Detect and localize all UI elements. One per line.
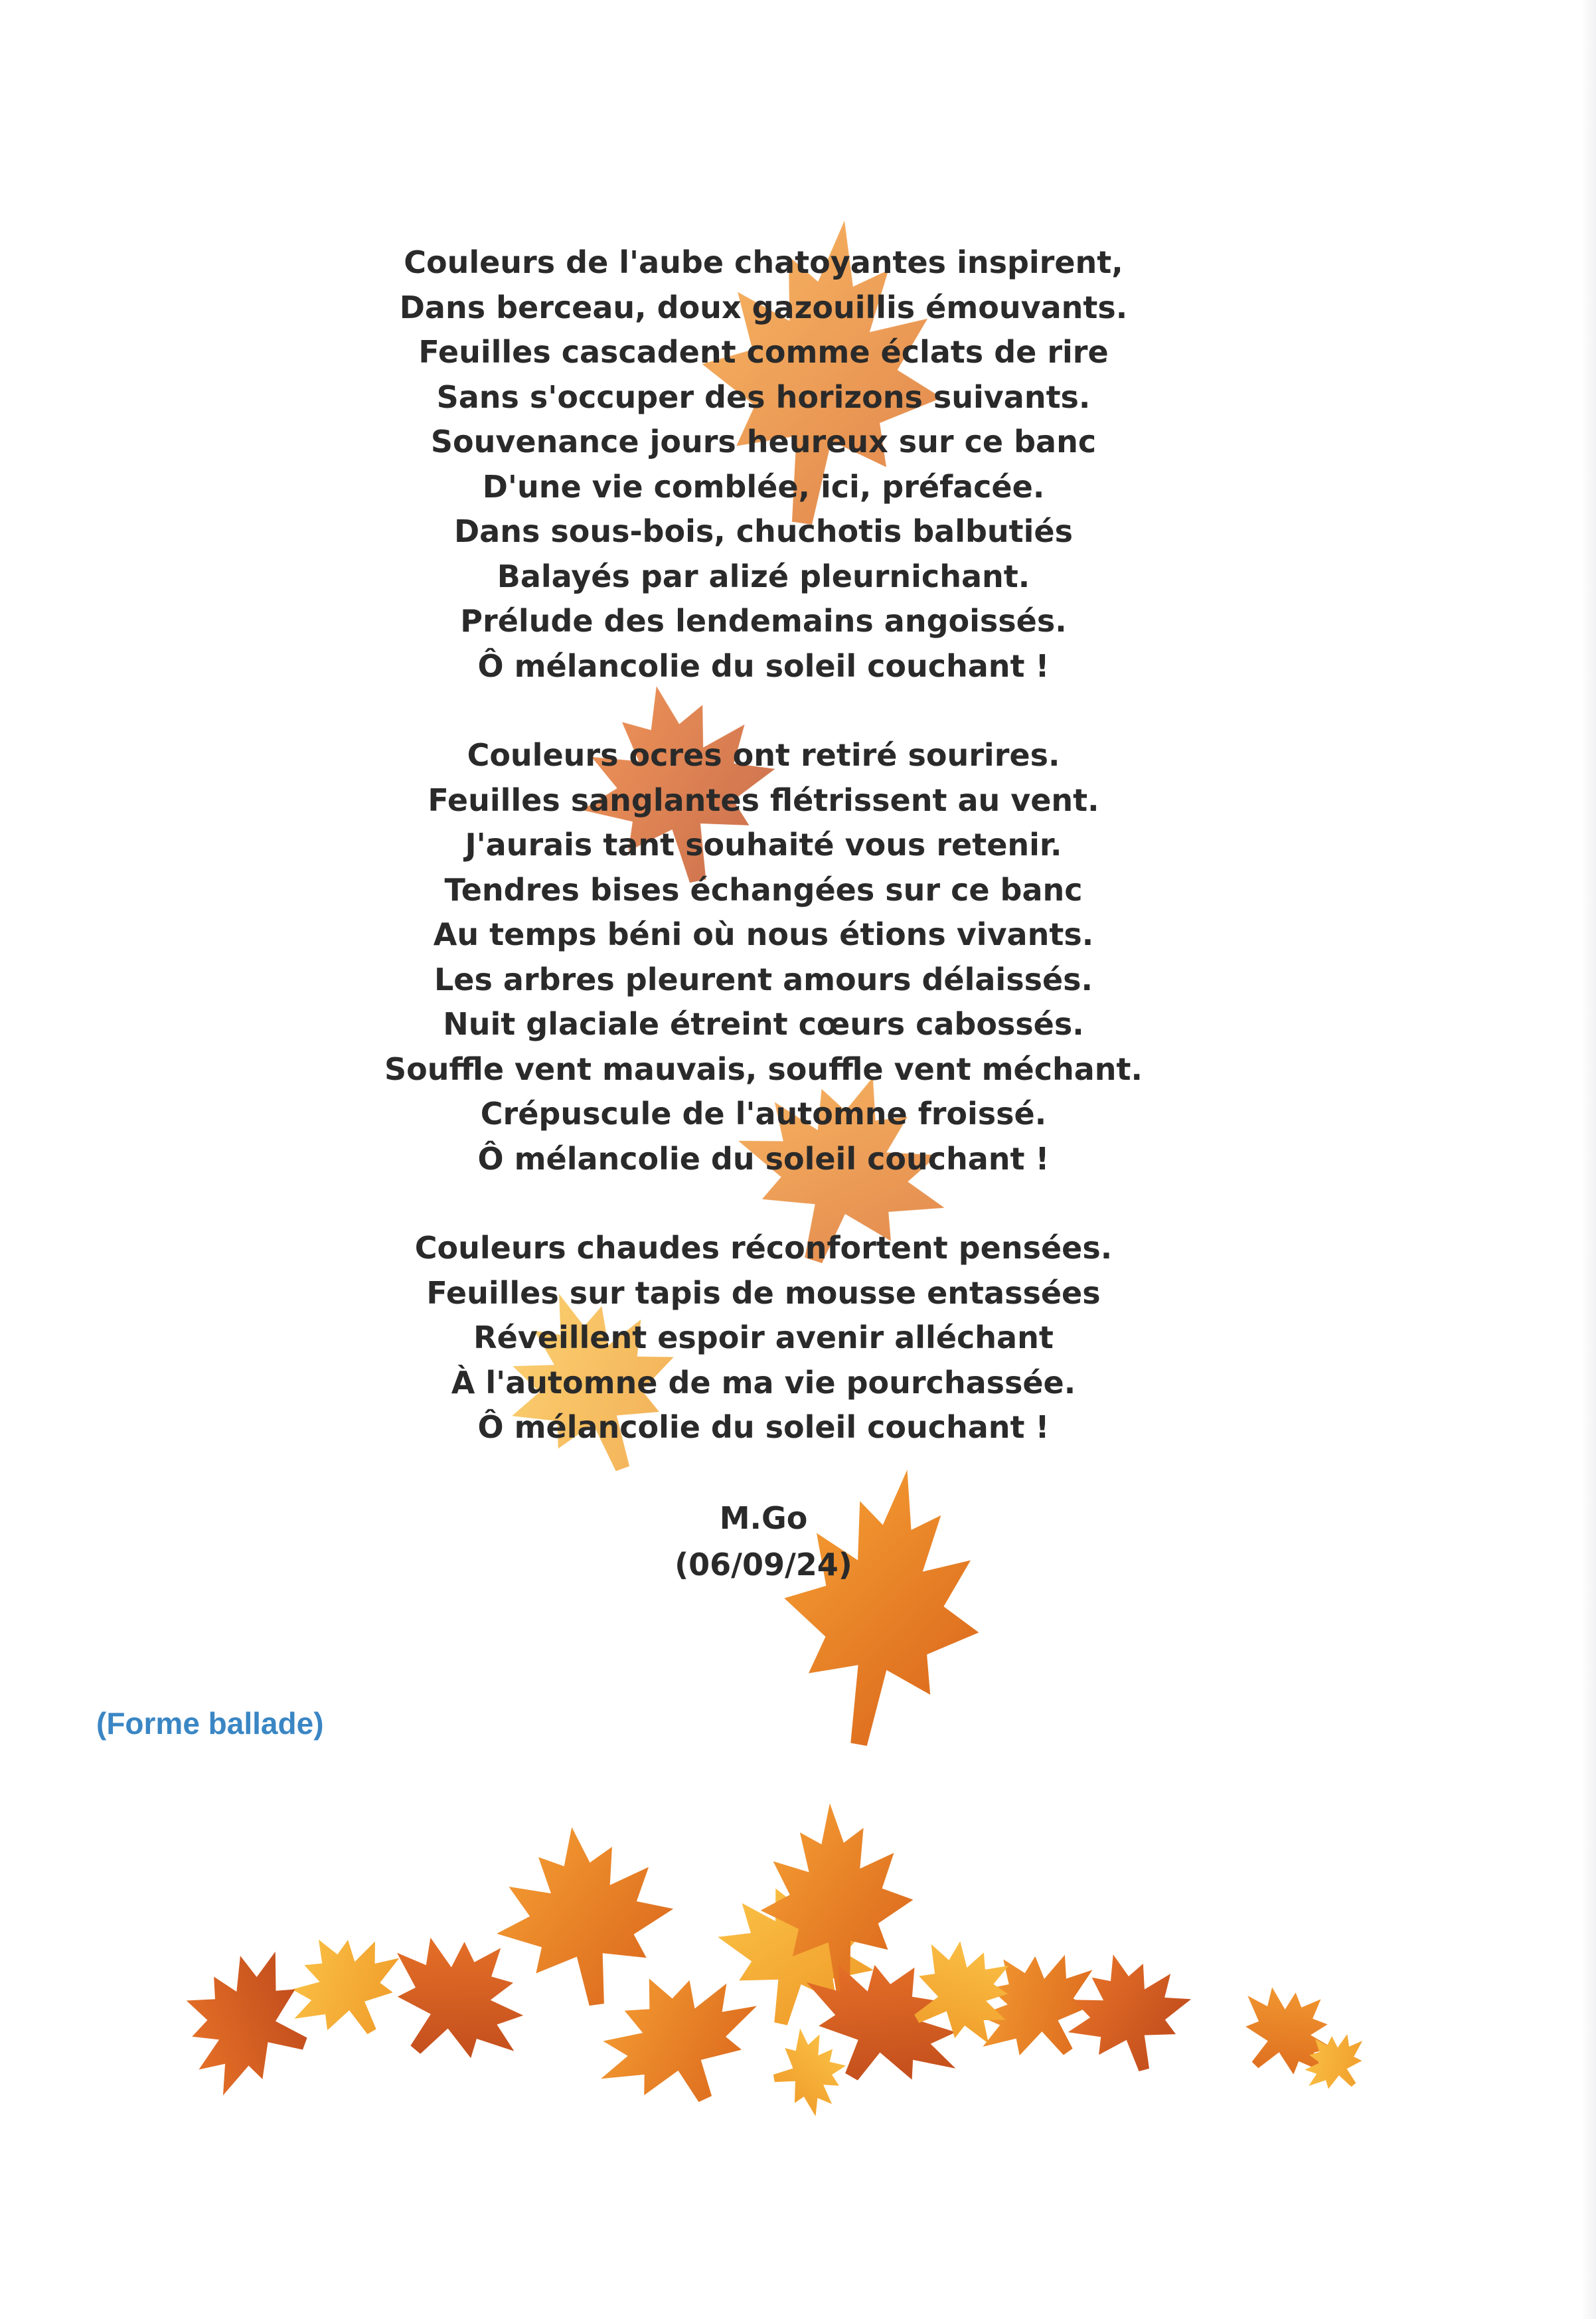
- poem-date: (06/09/24): [675, 1546, 852, 1583]
- stanza-1: [0, 240, 1527, 689]
- verse-line: J'aurais tant souhaité vous retenir.: [465, 827, 1062, 863]
- verse-line: Couleurs ocres ont retiré sourires.: [467, 737, 1060, 773]
- verse-line: Ô mélancolie du soleil couchant !: [477, 647, 1050, 684]
- verse-line: D'une vie comblée, ici, préfacée.: [482, 468, 1045, 505]
- verse-line: Crépuscule de l'automne froissé.: [480, 1096, 1047, 1132]
- verse-line: Sans s'occuper des horizons suivants.: [436, 379, 1091, 415]
- signature: [0, 1495, 1527, 1588]
- verse-line: Dans sous-bois, chuchotis balbutiés: [453, 513, 1074, 549]
- verse-line: Feuilles cascadent comme éclats de rire: [418, 334, 1109, 370]
- verse-line: Prélude des lendemains angoissés.: [460, 603, 1067, 639]
- verse-line: Réveillent espoir avenir alléchant: [473, 1320, 1054, 1355]
- maple-leaf-icon: [1217, 1961, 1359, 2103]
- verse-line: Feuilles sanglantes flétrissent au vent.: [428, 782, 1099, 818]
- stanza-3: [0, 1226, 1527, 1450]
- form-note: (Forme ballade): [96, 1706, 324, 1741]
- leaf-pile: [160, 1798, 1380, 2135]
- verse-line: Au temps béni où nous étions vivants.: [433, 916, 1094, 952]
- verse-line: Les arbres pleurent amours délaissés.: [434, 961, 1093, 997]
- poem: [0, 240, 1527, 1588]
- author-name: M.Go: [719, 1500, 808, 1536]
- maple-leaf-icon: [160, 1929, 331, 2115]
- verse-line: Balayés par alizé pleurnichant.: [497, 558, 1030, 594]
- maple-leaf-icon: [766, 2021, 854, 2122]
- verse-line: Couleurs chaudes réconfortent pensées.: [414, 1230, 1113, 1266]
- verse-line: Souffle vent mauvais, souffle vent méchant.: [384, 1051, 1143, 1087]
- verse-line: Ô mélancolie du soleil couchant !: [477, 1409, 1050, 1445]
- verse-line: Feuilles sur tapis de mousse entassées: [426, 1274, 1101, 1311]
- stanza-2: [0, 733, 1527, 1181]
- verse-line: Souvenance jours heureux sur ce banc: [430, 424, 1097, 460]
- verse-line: Dans berceau, doux gazouillis émouvants.: [399, 289, 1128, 325]
- verse-line: À l'automne de ma vie pourchassée.: [451, 1364, 1076, 1401]
- verse-line: Tendres bises échangées sur ce banc: [444, 871, 1083, 908]
- verse-line: Couleurs de l'aube chatoyantes inspirent,: [404, 244, 1123, 280]
- verse-line: Nuit glaciale étreint cœurs cabossés.: [443, 1006, 1084, 1042]
- verse-line: Ô mélancolie du soleil couchant !: [477, 1140, 1050, 1177]
